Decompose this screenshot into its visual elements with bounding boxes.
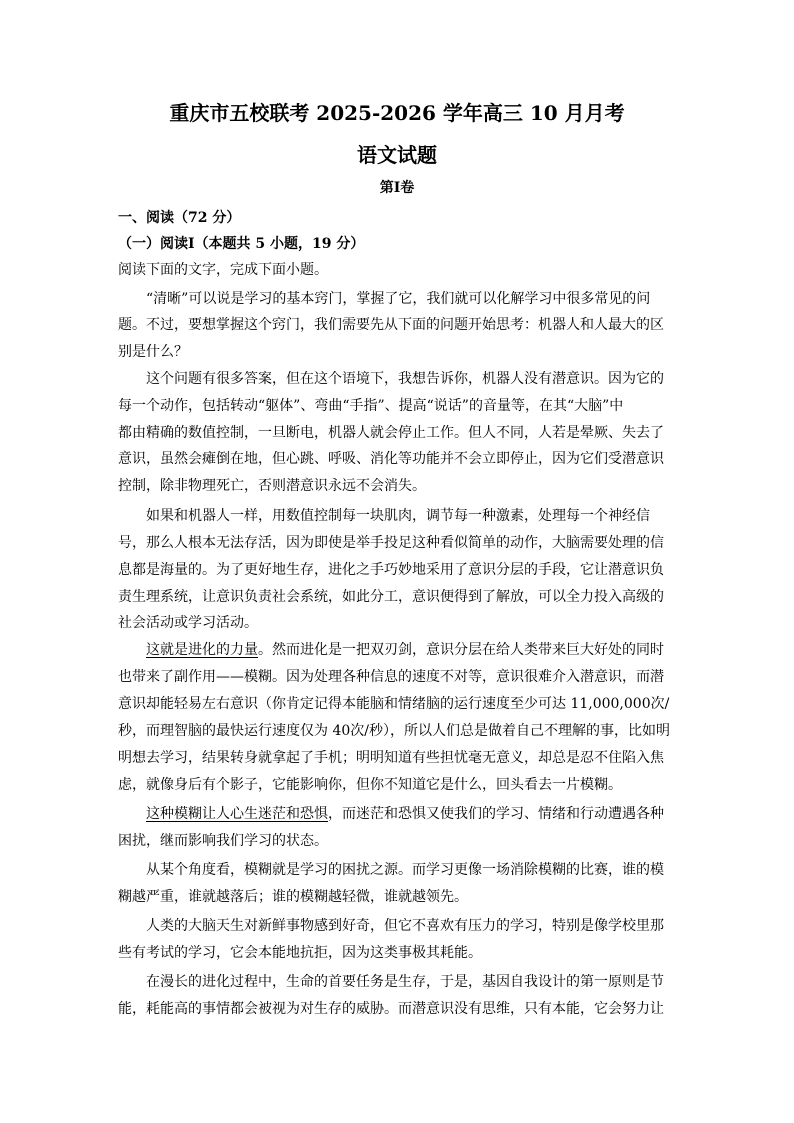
subject-title: 语文试题: [357, 143, 437, 167]
passage-line: 在漫长的进化过程中，生命的首要任务是生存，于是，基因自我设计的第一原则是节: [146, 974, 664, 990]
exam-title: 重庆市五校联考 2025-2026 学年高三 10 月月考: [169, 101, 625, 125]
passage-line: 责生理系统，让意识负责社会系统，如此分工，意识便得到了解放，可以全力投入高级的: [118, 589, 664, 605]
passage-line: 如果和机器人一样，用数值控制每一块肌肉，调节每一种激素，处理每一个神经信: [146, 508, 650, 524]
passage-line: 控制，除非物理死亡，否则潜意识永远不会消失。: [118, 478, 426, 494]
passage-line: [146, 637, 678, 663]
passage-line: 这个问题有很多答案，但在这个语境下，我想告诉你，机器人没有潜意识。因为它的: [146, 371, 664, 387]
passage-line: 糊越严重，谁就越落后；谁的模糊越轻微，谁就越领先。: [118, 889, 468, 905]
passage-line: 别是什么？: [118, 344, 188, 360]
passage-line: [146, 801, 678, 827]
passage-line: 号，那么人根本无法存活，因为即使是举手投足这种看似简单的动作，大脑需要处理的信: [118, 535, 664, 551]
section-heading: 一、阅读（72 分）: [118, 210, 241, 226]
passage-line: 从某个角度看，模糊就是学习的困扰之源。而学习更像一场消除模糊的比赛，谁的模: [146, 862, 664, 878]
passage-line: 人类的大脑天生对新鲜事物感到好奇，但它不喜欢有压力的学习，特别是像学校里那: [146, 918, 664, 934]
passage-line: 每一个动作，包括转动“躯体”、弯曲“手指”、提高“说话”的音量等，在其“大脑”中: [118, 398, 624, 414]
passage-line: 题。不过，要想掌握这个窍门，我们需要先从下面的问题开始思考：机器人和人最大的区: [118, 317, 664, 333]
passage-line: 明想去学习，结果转身就拿起了手机；明明知道有些担忧毫无意义，却总是忍不住陷入焦: [118, 750, 664, 766]
passage-line: 息都是海量的。为了更好地生存，进化之手巧妙地采用了意识分层的手段，它让潜意识负: [118, 562, 664, 578]
passage-line-rest: ，而迷茫和恐惧又使我们的学习、情绪和行动遭遇各种: [328, 806, 664, 822]
passage-line: 意识却能轻易左右意识（你肯定记得本能脑和情绪脑的运行速度至少可达 11,000,000次/: [118, 696, 670, 712]
passage-line: 社会活动或学习活动。: [118, 615, 258, 631]
volume-label: 第Ⅰ卷: [379, 180, 415, 196]
passage-line: 也带来了副作用——模糊。因为处理各种信息的速度不对等，意识很难介入潜意识，而潜: [118, 669, 664, 685]
passage-line: 都由精确的数值控制，一旦断电，机器人就会停止工作。但人不同，人若是晕厥、失去了: [118, 425, 664, 441]
instruction-text: 阅读下面的文字，完成下面小题。: [118, 262, 328, 278]
passage-line: “清晰”可以说是学习的基本窍门，掌握了它，我们就可以化解学习中很多常见的问: [146, 291, 651, 307]
underlined-phrase: 这就是进化的力量: [146, 642, 258, 658]
passage-line: 些有考试的学习，它会本能地抗拒，因为这类事极其耗能。: [118, 945, 482, 961]
passage-line: 能，耗能高的事情都会被视为对生存的威胁。而潜意识没有思维，只有本能，它会努力让: [118, 1001, 664, 1017]
underlined-phrase: 这种模糊让人心生迷茫和恐惧: [146, 806, 328, 822]
passage-line: 秒，而理智脑的最快运行速度仅为 40次/秒），所以人们总是做着自己不理解的事，比如明: [118, 723, 670, 739]
passage-line: 意识，虽然会瘫倒在地，但心跳、呼吸、消化等功能并不会立即停止，因为它们受潜意识: [118, 451, 664, 467]
passage-line: 虑，就像身后有个影子，它能影响你，但你不知道它是什么，回头看去一片模糊。: [118, 777, 622, 793]
passage-line: 困扰，继而影响我们学习的状态。: [118, 833, 328, 849]
passage-line-rest: 。然而进化是一把双刃剑，意识分层在给人类带来巨大好处的同时: [258, 642, 664, 658]
subsection-heading: （一）阅读Ⅰ（本题共 5 小题，19 分）: [118, 236, 365, 252]
